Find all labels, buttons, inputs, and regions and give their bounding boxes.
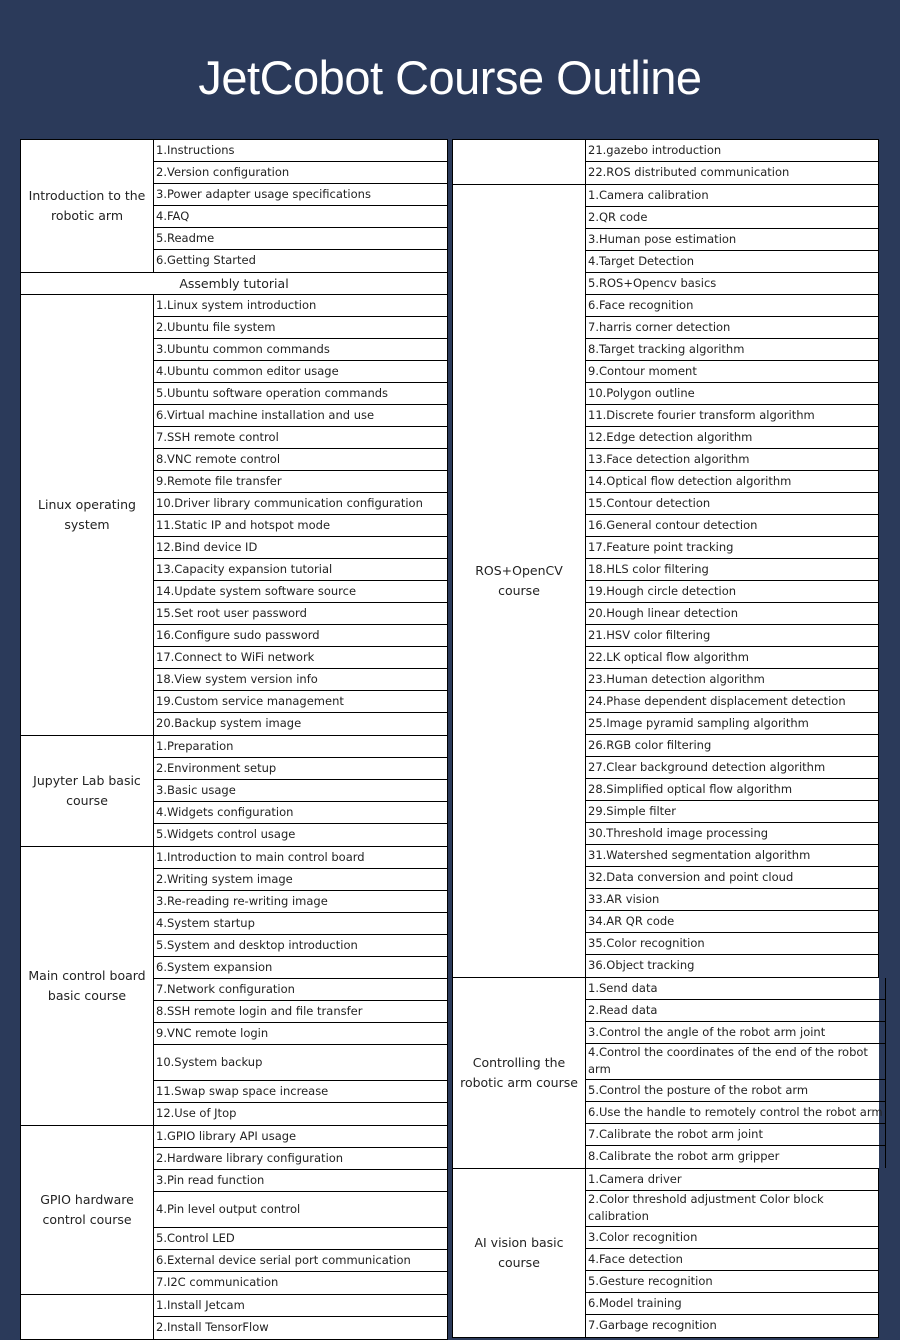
lesson-item: 5.ROS+Opencv basics xyxy=(586,273,879,295)
lesson-item: 25.Image pyramid sampling algorithm xyxy=(586,713,879,735)
page-title: JetCobot Course Outline xyxy=(198,51,702,104)
lesson-item: 5.Gesture recognition xyxy=(586,1271,879,1293)
lesson-item: 8.Calibrate the robot arm gripper xyxy=(586,1146,886,1168)
lesson-item: 17.Connect to WiFi network xyxy=(154,647,448,669)
lesson-item: 31.Watershed segmentation algorithm xyxy=(586,845,879,867)
section-items xyxy=(154,736,448,846)
lesson-item: 16.General contour detection xyxy=(586,515,879,537)
lesson-item: 2.Ubuntu file system xyxy=(154,317,448,339)
lesson-item: 19.Custom service management xyxy=(154,691,448,713)
lesson-item: 10.Polygon outline xyxy=(586,383,879,405)
lesson-item: 18.View system version info xyxy=(154,669,448,691)
section-category: Linux operating system xyxy=(21,295,154,735)
lesson-item: 2.Install TensorFlow xyxy=(154,1317,448,1339)
lesson-item: 33.AR vision xyxy=(586,889,879,911)
lesson-item: 4.Face detection xyxy=(586,1249,879,1271)
lesson-item: 3.Human pose estimation xyxy=(586,229,879,251)
lesson-item: 20.Backup system image xyxy=(154,713,448,735)
lesson-item: 1.Preparation xyxy=(154,736,448,758)
lesson-item: 6.Face recognition xyxy=(586,295,879,317)
course-section xyxy=(21,847,448,1126)
lesson-item: 12.Bind device ID xyxy=(154,537,448,559)
section-items xyxy=(586,978,886,1168)
section-category: Main control board basic course xyxy=(21,847,154,1125)
lesson-item: 5.Control LED xyxy=(154,1228,448,1250)
lesson-item: 27.Clear background detection algorithm xyxy=(586,757,879,779)
lesson-item: 5.Ubuntu software operation commands xyxy=(154,383,448,405)
section-items xyxy=(154,1126,448,1294)
lesson-item: 21.gazebo introduction xyxy=(586,140,879,162)
lesson-item: 1.Send data xyxy=(586,978,886,1000)
lesson-item: 4.Pin level output control xyxy=(154,1192,448,1228)
lesson-item: 5.Widgets control usage xyxy=(154,824,448,846)
lesson-item: 6.Use the handle to remotely control the robot arm xyxy=(586,1102,886,1124)
lesson-item: 9.VNC remote login xyxy=(154,1023,448,1045)
lesson-item: 22.ROS distributed communication xyxy=(586,162,879,184)
lesson-item: 18.HLS color filtering xyxy=(586,559,879,581)
lesson-item: 16.Configure sudo password xyxy=(154,625,448,647)
lesson-item: 35.Color recognition xyxy=(586,933,879,955)
lesson-item: 2.Writing system image xyxy=(154,869,448,891)
lesson-item: 11.Discrete fourier transform algorithm xyxy=(586,405,879,427)
lesson-item: 30.Threshold image processing xyxy=(586,823,879,845)
lesson-item: 6.System expansion xyxy=(154,957,448,979)
lesson-item: 4.Target Detection xyxy=(586,251,879,273)
lesson-item: 17.Feature point tracking xyxy=(586,537,879,559)
section-category: Introduction to the robotic arm xyxy=(21,140,154,272)
lesson-item: 8.VNC remote control xyxy=(154,449,448,471)
lesson-item: 7.Calibrate the robot arm joint xyxy=(586,1124,886,1146)
section-items xyxy=(586,140,879,184)
course-section xyxy=(21,273,448,295)
lesson-item: 1.Introduction to main control board xyxy=(154,847,448,869)
lesson-item: 5.System and desktop introduction xyxy=(154,935,448,957)
lesson-item: 5.Readme xyxy=(154,228,448,250)
lesson-item: 11.Static IP and hotspot mode xyxy=(154,515,448,537)
lesson-item: 2.Environment setup xyxy=(154,758,448,780)
lesson-item: 24.Phase dependent displacement detection xyxy=(586,691,879,713)
section-category xyxy=(453,140,586,184)
lesson-item: 4.System startup xyxy=(154,913,448,935)
course-table-right xyxy=(452,139,883,1338)
lesson-item: 13.Face detection algorithm xyxy=(586,449,879,471)
section-items xyxy=(154,1295,448,1339)
lesson-item: 2.QR code xyxy=(586,207,879,229)
section-full-row: Assembly tutorial xyxy=(21,273,448,294)
lesson-item: 1.Install Jetcam xyxy=(154,1295,448,1317)
lesson-item: 1.Camera driver xyxy=(586,1169,879,1191)
lesson-item: 12.Use of Jtop xyxy=(154,1103,448,1125)
lesson-item: 13.Capacity expansion tutorial xyxy=(154,559,448,581)
lesson-item: 3.Basic usage xyxy=(154,780,448,802)
lesson-item: 1.Camera calibration xyxy=(586,185,879,207)
lesson-item: 6.Getting Started xyxy=(154,250,448,272)
lesson-item: 8.Target tracking algorithm xyxy=(586,339,879,361)
lesson-item: 14.Optical flow detection algorithm xyxy=(586,471,879,493)
lesson-item: 11.Swap swap space increase xyxy=(154,1081,448,1103)
lesson-item: 26.RGB color filtering xyxy=(586,735,879,757)
lesson-item: 15.Set root user password xyxy=(154,603,448,625)
lesson-item: 1.GPIO library API usage xyxy=(154,1126,448,1148)
course-section xyxy=(453,185,879,978)
lesson-item: 7.harris corner detection xyxy=(586,317,879,339)
section-category xyxy=(21,1295,154,1339)
course-table-left xyxy=(20,139,448,1340)
section-category: Jupyter Lab basic course xyxy=(21,736,154,846)
lesson-item: 4.Ubuntu common editor usage xyxy=(154,361,448,383)
lesson-item: 10.Driver library communication configuration xyxy=(154,493,448,515)
lesson-item: 2.Color threshold adjustment Color block calibration xyxy=(586,1191,879,1227)
section-items xyxy=(586,1169,879,1337)
lesson-item: 19.Hough circle detection xyxy=(586,581,879,603)
section-category: AI vision basic course xyxy=(453,1169,586,1337)
section-category: Controlling the robotic arm course xyxy=(453,978,586,1168)
lesson-item: 2.Hardware library configuration xyxy=(154,1148,448,1170)
lesson-item: 6.External device serial port communication xyxy=(154,1250,448,1272)
lesson-item: 22.LK optical flow algorithm xyxy=(586,647,879,669)
lesson-item: 7.Network configuration xyxy=(154,979,448,1001)
lesson-item: 34.AR QR code xyxy=(586,911,879,933)
lesson-item: 3.Power adapter usage specifications xyxy=(154,184,448,206)
lesson-item: 10.System backup xyxy=(154,1045,448,1081)
section-items xyxy=(154,140,448,272)
lesson-item: 2.Version configuration xyxy=(154,162,448,184)
lesson-item: 14.Update system software source xyxy=(154,581,448,603)
lesson-item: 15.Contour detection xyxy=(586,493,879,515)
lesson-item: 9.Remote file transfer xyxy=(154,471,448,493)
lesson-item: 6.Model training xyxy=(586,1293,879,1315)
lesson-item: 36.Object tracking xyxy=(586,955,879,977)
lesson-item: 8.SSH remote login and file transfer xyxy=(154,1001,448,1023)
lesson-item: 3.Pin read function xyxy=(154,1170,448,1192)
lesson-item: 4.FAQ xyxy=(154,206,448,228)
course-section xyxy=(453,1169,879,1338)
lesson-item: 4.Widgets configuration xyxy=(154,802,448,824)
lesson-item: 3.Re-reading re-writing image xyxy=(154,891,448,913)
lesson-item: 3.Control the angle of the robot arm joint xyxy=(586,1022,886,1044)
course-section xyxy=(453,140,879,185)
section-items xyxy=(154,847,448,1125)
section-items xyxy=(586,185,879,977)
lesson-item: 3.Color recognition xyxy=(586,1227,879,1249)
lesson-item: 7.I2C communication xyxy=(154,1272,448,1294)
lesson-item: 9.Contour moment xyxy=(586,361,879,383)
lesson-item: 1.Linux system introduction xyxy=(154,295,448,317)
section-category: ROS+OpenCV course xyxy=(453,185,586,977)
lesson-item: 29.Simple filter xyxy=(586,801,879,823)
lesson-item: 20.Hough linear detection xyxy=(586,603,879,625)
lesson-item: 21.HSV color filtering xyxy=(586,625,879,647)
lesson-item: 23.Human detection algorithm xyxy=(586,669,879,691)
lesson-item: 2.Read data xyxy=(586,1000,886,1022)
lesson-item: 7.Garbage recognition xyxy=(586,1315,879,1337)
lesson-item: 6.Virtual machine installation and use xyxy=(154,405,448,427)
lesson-item: 7.SSH remote control xyxy=(154,427,448,449)
course-section xyxy=(21,140,448,273)
course-section xyxy=(453,978,883,1169)
lesson-item: 3.Ubuntu common commands xyxy=(154,339,448,361)
section-category: GPIO hardware control course xyxy=(21,1126,154,1294)
lesson-item: 4.Control the coordinates of the end of the robot arm xyxy=(586,1044,886,1080)
course-section xyxy=(21,1126,448,1295)
lesson-item: 1.Instructions xyxy=(154,140,448,162)
lesson-item: 32.Data conversion and point cloud xyxy=(586,867,879,889)
lesson-item: 12.Edge detection algorithm xyxy=(586,427,879,449)
section-items xyxy=(154,295,448,735)
lesson-item: 5.Control the posture of the robot arm xyxy=(586,1080,886,1102)
course-section xyxy=(21,1295,448,1340)
lesson-item: 28.Simplified optical flow algorithm xyxy=(586,779,879,801)
course-section xyxy=(21,295,448,736)
course-section xyxy=(21,736,448,847)
